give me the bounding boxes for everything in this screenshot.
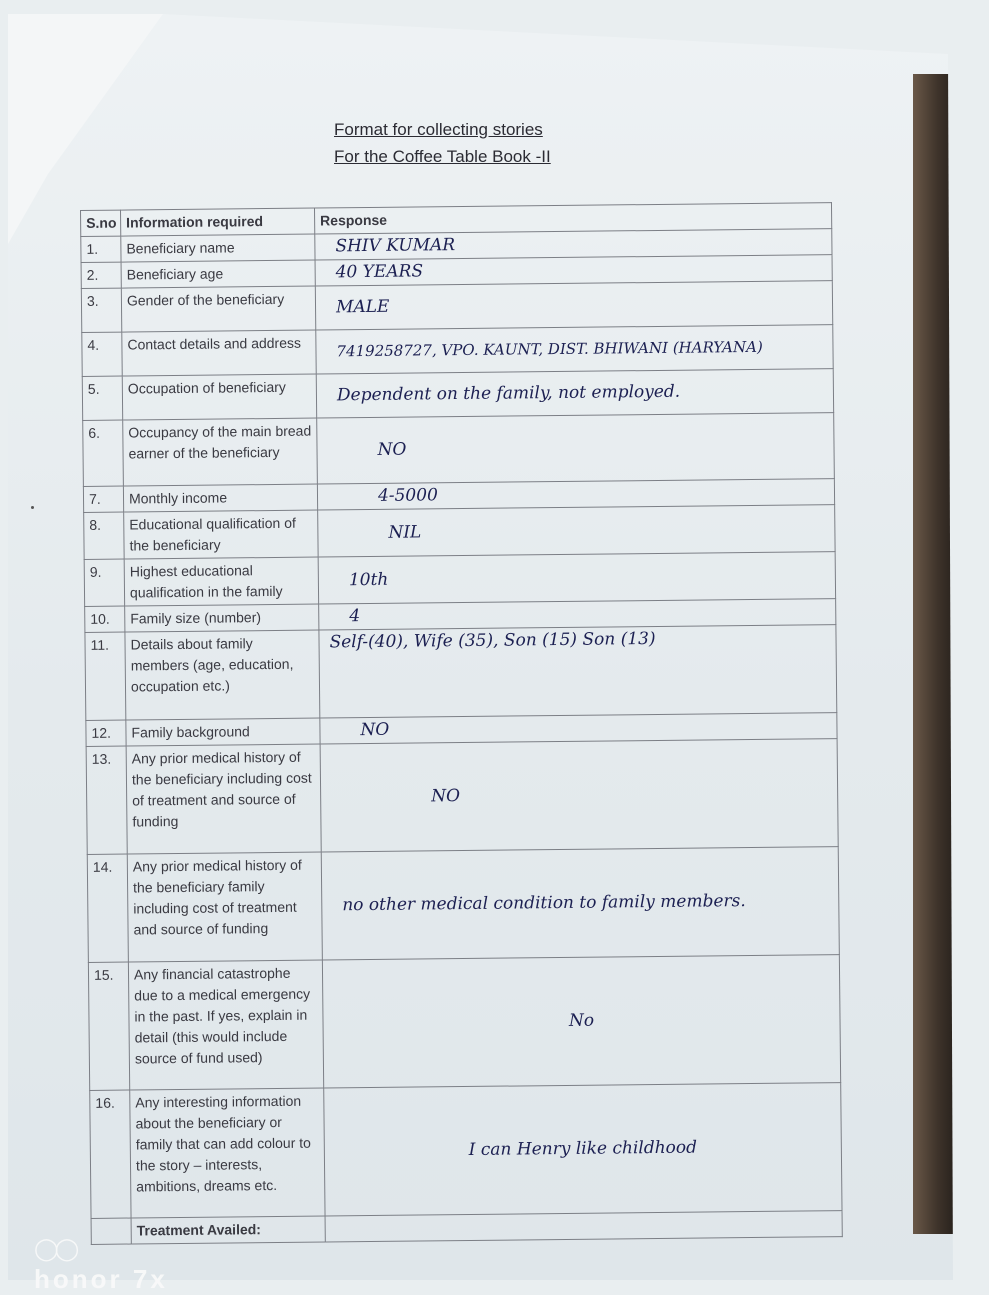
row-response: Dependent on the family, not employed. — [316, 369, 833, 418]
row-response: MALE — [315, 281, 832, 330]
table-row — [82, 325, 833, 377]
row-response: No — [322, 955, 840, 1088]
row-response: 4-5000 — [317, 479, 834, 510]
row-sno: 11. — [85, 632, 126, 720]
row-info: Beneficiary age — [121, 260, 315, 288]
row-info: Occupancy of the main bread earner of the beneficiary — [123, 418, 318, 486]
row-sno: 3. — [81, 288, 121, 332]
table-row — [81, 281, 832, 333]
row-info: Any prior medical history of the beneficiary including cost of treatment and source of funding — [126, 744, 321, 854]
row-response: SHIV KUMAR — [315, 229, 832, 260]
row-info: Monthly income — [123, 484, 317, 512]
row-response: Self-(40), Wife (35), Son (15) Son (13) — [319, 625, 837, 718]
row-response: 10th — [318, 552, 835, 604]
row-response: NO — [320, 739, 838, 852]
table-row — [90, 1083, 842, 1219]
row-sno: 5. — [82, 376, 122, 420]
row-info: Occupation of beneficiary — [122, 374, 316, 420]
row-info: Details about family members (age, education, occupation etc.) — [125, 630, 320, 720]
row-response: I can Henry like childhood — [324, 1083, 842, 1216]
row-response: 7419258727, VPO. KAUNT, DIST. BHIWANI (HARYANA) — [316, 325, 833, 374]
row-response: NO — [317, 413, 835, 484]
table-row — [83, 413, 835, 487]
camera-watermark — [34, 1236, 168, 1295]
row-response: NO — [320, 713, 837, 744]
table-row — [82, 369, 833, 421]
treatment-availed-label: Treatment Availed: — [131, 1216, 325, 1244]
camera-brand-text: honor 7x — [34, 1264, 168, 1294]
row-sno: 2. — [81, 262, 121, 288]
row-info: Any interesting information about the beneficiary or family that can add colour to the story – interests, ambitions, dreams etc. — [130, 1088, 325, 1218]
row-response: 4 — [319, 599, 836, 630]
table-row — [87, 847, 839, 963]
row-sno: 7. — [83, 486, 123, 512]
document-title: Format for collecting stories — [334, 120, 543, 139]
row-sno: 16. — [90, 1090, 131, 1218]
row-sno: 9. — [84, 559, 124, 606]
column-header-response: Response — [314, 203, 831, 234]
column-header-sno: S.no — [81, 210, 121, 236]
row-sno: 12. — [86, 720, 126, 746]
row-info: Family background — [126, 718, 320, 746]
dual-camera-rings-icon: ◯◯ — [34, 1236, 76, 1261]
column-header-info: Information required — [121, 208, 315, 236]
row-info: Educational qualification of the beneficiary — [124, 510, 318, 559]
row-info: Highest educational qualification in the family — [124, 557, 318, 606]
story-form-table — [80, 202, 843, 1245]
row-info: Beneficiary name — [121, 234, 315, 262]
row-sno: 14. — [87, 854, 128, 962]
row-response — [325, 1211, 842, 1242]
row-sno: 13. — [86, 746, 127, 854]
table-row — [86, 739, 838, 855]
row-info: Any prior medical history of the beneficiary family including cost of treatment and source of funding — [127, 852, 322, 962]
row-info: Gender of the beneficiary — [121, 286, 315, 332]
document-subtitle: For the Coffee Table Book -II — [334, 147, 551, 166]
row-response: NIL — [318, 505, 835, 557]
table-row — [84, 505, 835, 560]
table-row — [88, 955, 840, 1091]
row-info: Contact details and address — [122, 330, 316, 376]
row-sno: 15. — [88, 962, 129, 1090]
row-response: 40 YEARS — [315, 255, 832, 286]
table-row — [84, 552, 835, 607]
row-sno: 4. — [82, 332, 122, 376]
paper-shadow-edge — [913, 74, 953, 1234]
row-sno: 6. — [83, 420, 124, 486]
row-info: Any financial catastrophe due to a medical emergency in the past. If yes, explain in detail (this would include source of fund used) — [128, 960, 323, 1090]
ink-speck — [31, 506, 34, 509]
row-sno: 1. — [81, 236, 121, 262]
row-sno: 10. — [85, 606, 125, 632]
row-response: no other medical condition to family members. — [321, 847, 839, 960]
row-sno: 8. — [84, 512, 124, 559]
row-info: Family size (number) — [125, 604, 319, 632]
table-row — [85, 625, 837, 721]
